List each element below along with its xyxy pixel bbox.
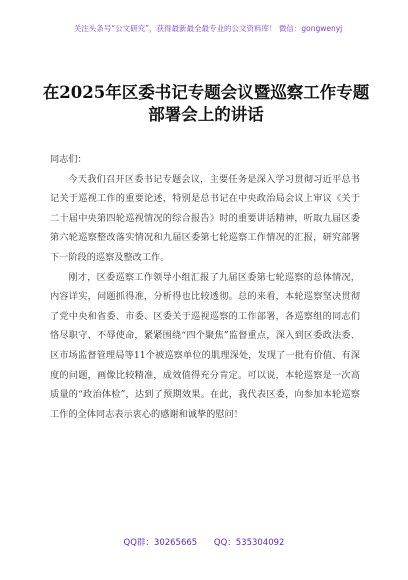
paragraph: 今天我们召开区委书记专题会议，主要任务是深入学习贯彻习近平总书记关于巡视工作的重要论述，特别是总书记在中央政治局会议上审议《关于二十届中央第四轮巡视情况的综合报告》时的重要讲话精神，听取九届区委第六轮巡察整改落实情况和九届区委第七轮巡察工作情况的汇报，研究部署下一阶段的巡察及整改工作。 (50, 173, 360, 263)
document-body (50, 150, 360, 424)
footer (0, 536, 408, 548)
footer-qq: QQ：535304092 (213, 538, 285, 548)
document-title: 在2025年区委书记专题会议暨巡察工作专题部署会上的讲话 (42, 83, 370, 124)
footer-qq-group: QQ群：30265665 (123, 538, 198, 548)
header-banner: 关注头条号“公文研究”，获得最新最全最专业的公文资料库！ 微信：gongwenyj (73, 24, 343, 33)
paragraph: 刚才，区委巡察工作领导小组汇报了九届区委第七轮巡察的总体情况，内容详实，问题抓得准，分析得也比较透彻。总的来看，本轮巡察坚决贯彻了党中央和省委、市委、区委关于巡视巡察的工作部署，各巡察组的同志们恪尽职守、不辱使命，紧紧围绕“四个聚焦”监督重点，深入到区委政法委、区市场监督管理局等11个被巡察单位的肌理深处，发现了一批有价值、有深度的问题，画像比较精准，成效值得充分肯定。可以说，本轮巡察是一次高质量的“政治体检”，达到了预期效果。在此，我代表区委，向参加本轮巡察工作的全体同志表示衷心的感谢和诚挚的慰问！ (50, 271, 360, 420)
salutation: 同志们： (50, 154, 87, 165)
